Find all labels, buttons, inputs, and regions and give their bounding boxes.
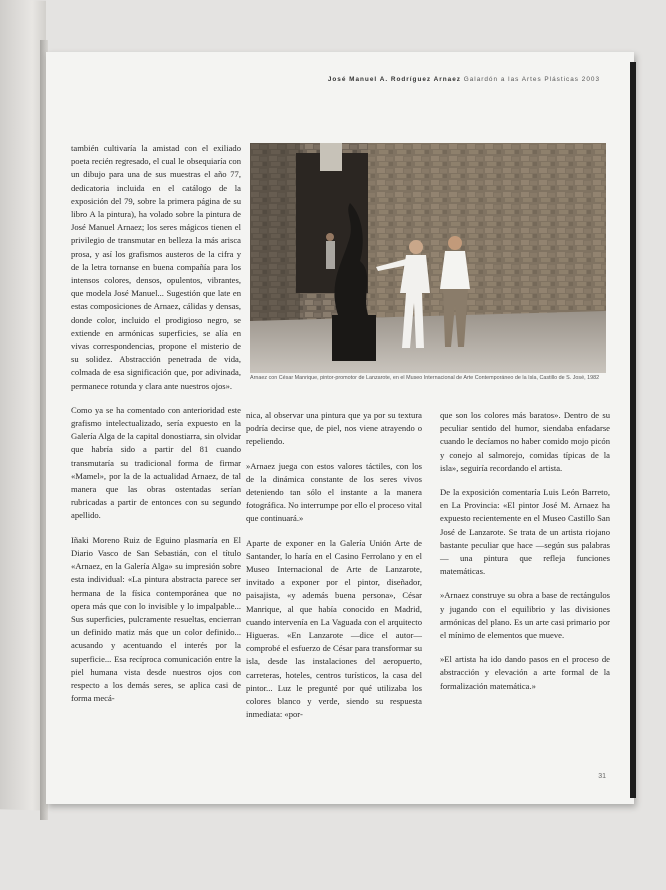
paragraph: Aparte de exponer en la Galería Unión Arte de Santander, lo haría en el Casino Ferrolano y en el Museo Internacional de Arte de Lanzarote, invitado a exponer por el pintor, diseñador, paisajista, «y además buena persona», César Manrique, al que había conocido en Madrid, cuando intervenía en La Vaguada con el arquitecto Higueras. «En Lanzarote —dice el autor— comprobé el esfuerzo de César para transformar su isla, desde las instalaciones del aeropuerto, carreteras, hoteles, centros turísticos, la casa del pintor... Luz le pregunté por qué utilizaba los colores blanco y verde, siendo su respuesta inmediata: «por-	[246, 537, 422, 720]
photo-illustration	[250, 143, 606, 373]
photograph	[250, 143, 606, 373]
paragraph: De la exposición comentaría Luis León Barreto, en La Provincia: «El pintor José M. Arnaez ha expuesto recientemente en el Museo Castillo San José de Lanzarote. Se trata de un artista riojano bastante peculiar que hace —según sus palabras— una pintura que refleja funciones matemáticas.	[440, 487, 610, 577]
paragraph: »El artista ha ido dando pasos en el proceso de abstracción y elevación a arte formal de la formalización matemática.»	[440, 654, 610, 691]
paragraph: Iñaki Moreno Ruiz de Eguino plasmaría en El Diario Vasco de San Sebastián, con el título «Arnaez, en la Galería Alga» su impresión sobre esta individual: «La pintura abstracta parece ser hermana de la física contemporánea que no opera más que con lo invisible y lo impalpable... Sus superficies, pulcramente resueltas, encierran un definido matiz más que un color definido... acusando y acentuando el interés por la superficie... Esa recíproca comunicación entre la piel humana vista desde nuestros ojos con respecto a los demás seres, se aplica casi de forma mecá-	[71, 534, 241, 704]
running-head-award: Galardón a las Artes Plásticas 2003	[463, 76, 600, 83]
paragraph: »Arnaez juega con estos valores táctiles, con los de la dinámica constante de los seres vivos deteniendo tan sólo el instante a la manera fotográfica. No interrumpe por ello el proceso vital que continuará.»	[246, 460, 422, 524]
paragraph: también cultivaría la amistad con el exiliado poeta recién regresado, el cual le obsequiaría con un dibujo para una de sus muestras el año 77, dedicatoria incluida en el catálogo de la exposición del 79, sobre la primera página de su libro A la pintura), ha volado sobre la pintura de José Manuel Arnaez; los seres mágicos tienen el privilegio de transmutar en belleza la más arisca prosa, y así los grafismos austeros de la cifra y de la letra tornanse en buena compañía para los intensos colores, densos, opulentos, vibrantes, que modela José Manuel... Sugestión que late en estas composiciones de Arnaez, cálidas y densas, donde color, incluido el prodigioso negro, se extiende en armónicas superficies, se alía en vivas correspondencias, propone el misterio de su solidez. Abstracción penetrada de vida, colmada de esa significación que, por adivinada, permanece rotunda y clara ante nuestros ojos».	[71, 143, 241, 391]
book-page	[46, 52, 634, 804]
paragraph: que son los colores más baratos». Dentro de su peculiar sentido del humor, siendaba enfadarse cuando le decíamos no haber comido mojo picón y conejo al salmorejo, comidas típicas de la isla», seguiría recordando el artista.	[440, 410, 610, 473]
running-head-author: José Manuel A. Rodríguez Arnaez	[327, 76, 461, 83]
cover-edge	[630, 62, 636, 798]
page-number: 31	[598, 773, 606, 780]
text-column-1	[71, 142, 241, 716]
photo-caption: Arnaez con César Manrique, pintor-promotor de Lanzarote, en el Museo Internacional de Arte Contemporáneo de la Isla, Castillo de S. José, 1982	[250, 375, 600, 381]
paragraph: Como ya se ha comentado con anterioridad este grafismo intelectualizado, sería expuesto en la Galería Alga de la capital donostiarra, sin olvidar que habría sido a partir del 81 cuando transmutaría su tradicional forma de firmar «Mamel», por la de la actualidad Arnaez, de tal manera que las obras ostentadas serían rubricadas a partir de entonces con su segundo apellido.	[71, 404, 241, 521]
text-column-3	[440, 409, 610, 704]
running-head	[328, 76, 600, 83]
text-column-2	[246, 409, 422, 732]
paragraph: »Arnaez construye su obra a base de rectángulos y jugando con el equilibrio y las divisiones armónicas del plano. Es un arte casi primario por el mínimo de elementos que mueve.	[440, 590, 610, 641]
paragraph: nica, al observar una pintura que ya por su textura podría decirse que, de piel, nos viene atrayendo o repeliendo.	[246, 410, 422, 447]
